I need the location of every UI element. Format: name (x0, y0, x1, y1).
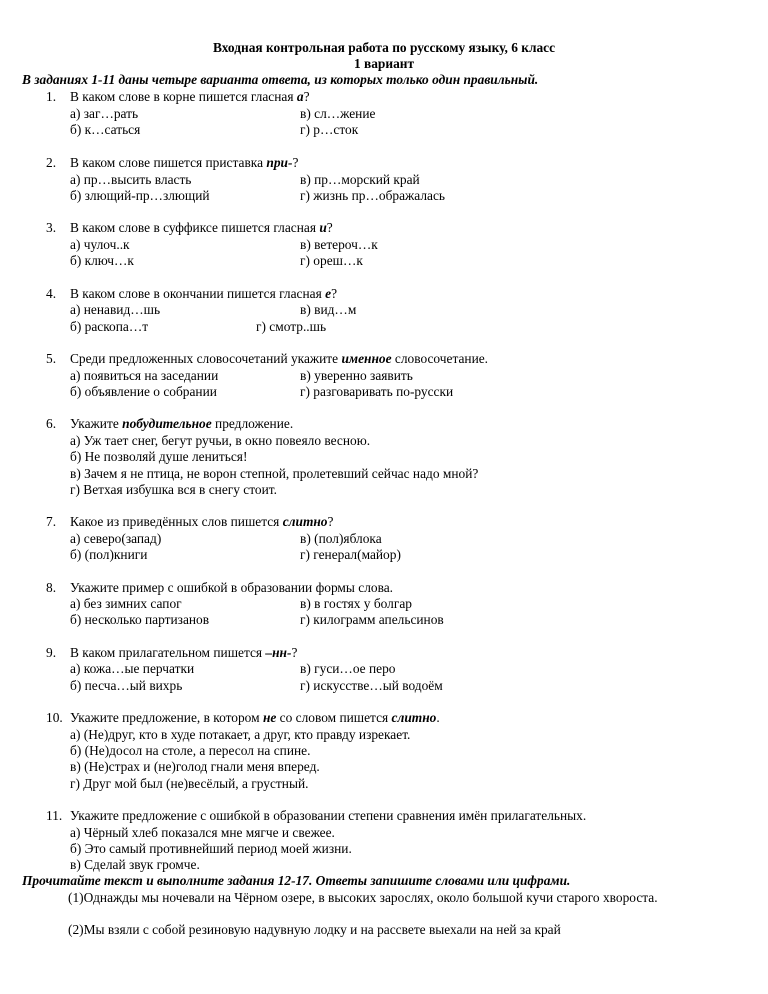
option-b: б) раскопа…т (70, 319, 149, 334)
question-3: 3. В каком слове в суффиксе пишется гласная и? (46, 220, 333, 235)
option-b: б) злющий-пр…злющий (70, 188, 210, 203)
option-c: в) сл…жение (300, 106, 376, 121)
option-d: г) жизнь пр…ображалась (300, 188, 446, 203)
option-c: в) (Не)страх и (не)голод гнали меня вперед. (70, 759, 320, 774)
question-10: 10. Укажите предложение, в котором не со словом пишется слитно. (46, 710, 440, 725)
question-7: 7. Какое из приведённых слов пишется слитно? (46, 514, 334, 529)
option-a: а) Уж тает снег, бегут ручьи, в окно повеяло весною. (70, 433, 371, 448)
option-b: б) объявление о собрании (70, 384, 217, 399)
option-d: г) Друг мой был (не)весёлый, а грустный. (70, 776, 309, 791)
text-paragraph-1: (1)Однажды мы ночевали на Чёрном озере, в высоких зарослях, около большой кучи старого хвороста. (68, 890, 658, 905)
option-d: г) килограмм апельсинов (300, 612, 444, 627)
option-c: в) Зачем я не птица, не ворон степной, пролетевший сейчас надо мной? (70, 466, 479, 481)
question-8: 8. Укажите пример с ошибкой в образовании формы слова. (46, 580, 394, 595)
option-c: в) пр…морский край (300, 172, 420, 187)
option-b: б) ключ…к (70, 253, 134, 268)
option-a: а) северо(запад) (70, 531, 162, 546)
option-a: а) заг…рать (70, 106, 139, 121)
document-title: Входная контрольная работа по русскому языку, 6 класс (212, 40, 556, 55)
text-paragraph-2: (2)Мы взяли с собой резиновую надувную лодку и на рассвете выехали на ней за край (68, 922, 561, 937)
option-c: в) (пол)яблока (300, 531, 382, 546)
option-a: а) (Не)друг, кто в худе потакает, а друг, кто правду изрекает. (70, 727, 411, 742)
option-c: в) ветероч…к (300, 237, 378, 252)
question-5: 5. Среди предложенных словосочетаний укажите именное словосочетание. (46, 351, 489, 366)
option-b: б) к…саться (70, 122, 141, 137)
option-a: а) кожа…ые перчатки (70, 661, 195, 676)
option-a: а) без зимних сапог (70, 596, 182, 611)
option-a: а) Чёрный хлеб показался мне мягче и свежее. (70, 825, 335, 840)
option-d: г) смотр..шь (256, 319, 327, 334)
option-c: в) вид…м (300, 302, 357, 317)
variant-label: 1 вариант (353, 56, 415, 71)
option-b: б) (Не)досол на столе, а пересол на спине. (70, 743, 311, 758)
question-11: 11. Укажите предложение с ошибкой в образовании степени сравнения имён прилагательных. (46, 808, 587, 823)
option-d: г) генерал(майор) (300, 547, 401, 562)
option-d: г) искусстве…ый водоём (300, 678, 443, 693)
option-b: б) несколько партизанов (70, 612, 210, 627)
question-1: 1. В каком слове в корне пишется гласная а? (46, 89, 310, 104)
option-a: а) пр…высить власть (70, 172, 192, 187)
option-c: в) Сделай звук громче. (70, 857, 200, 872)
question-6: 6. Укажите побудительное предложение. (46, 416, 294, 431)
option-d: г) ореш…к (300, 253, 363, 268)
option-a: а) чулоч..к (70, 237, 130, 252)
option-b: б) Это самый противнейший период моей жизни. (70, 841, 352, 856)
option-c: в) уверенно заявить (300, 368, 413, 383)
instructions-part2: Прочитайте текст и выполните задания 12-17. Ответы запишите словами или цифрами. (22, 873, 571, 888)
question-9: 9. В каком прилагательном пишется –нн-? (46, 645, 298, 660)
option-d: г) разговаривать по-русски (300, 384, 454, 399)
option-c: в) в гостях у болгар (300, 596, 412, 611)
option-a: а) ненавид…шь (70, 302, 161, 317)
question-2: 2. В каком слове пишется приставка при-? (46, 155, 299, 170)
option-a: а) появиться на заседании (70, 368, 219, 383)
option-d: г) Ветхая избушка вся в снегу стоит. (70, 482, 277, 497)
option-b: б) (пол)книги (70, 547, 148, 562)
option-d: г) р…сток (300, 122, 359, 137)
instructions-part1: В заданиях 1-11 даны четыре варианта ответа, из которых только один правильный. (22, 72, 539, 87)
option-b: б) песча…ый вихрь (70, 678, 183, 693)
question-4: 4. В каком слове в окончании пишется гласная е? (46, 286, 338, 301)
option-c: в) гуси…ое перо (300, 661, 396, 676)
option-b: б) Не позволяй душе лениться! (70, 449, 248, 464)
